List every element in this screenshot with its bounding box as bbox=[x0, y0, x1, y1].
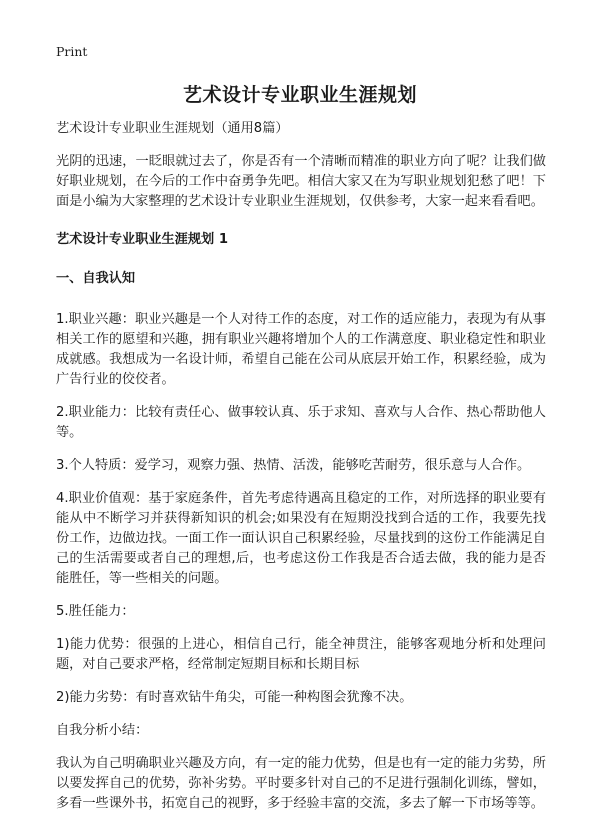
paragraph-personal-traits: 3.个人特质：爱学习，观察力强、热情、活泼，能够吃苦耐劳，很乐意与人合作。 bbox=[56, 458, 531, 473]
paragraph-career-values: 4.职业价值观：基于家庭条件，首先考虑待遇高且稳定的工作，对所选择的职业要有能从中不断学习并获得新知识的机会;如果没有在短期没找到合适的工作，我要先找份工作，边做边找。一面工作一面认识自己积累经验，尽量找到的这份工作能满足自己的生活需要或者自己的理想,后，也考虑这份工作我是否合适去做，我的能力是否能胜任，等一些相关的问题。 bbox=[56, 491, 546, 586]
paragraph-career-ability: 2.职业能力：比较有责任心、做事较认真、乐于求知、喜欢与人合作、热心帮助他人等。 bbox=[56, 405, 546, 440]
paragraph-strengths: 1)能力优势：很强的上进心，相信自己行，能全神贯注，能够客观地分析和处理问题，对自己要求严格，经常制定短期目标和长期目标 bbox=[56, 637, 546, 672]
paragraph-career-interest: 1.职业兴趣：职业兴趣是一个人对待工作的态度，对工作的适应能力，表现为有从事相关工作的愿望和兴趣，拥有职业兴趣将增加个人的工作满意度、职业稳定性和职业成就感。我想成为一名设计师，希望自己能在公司从底层开始工作，积累经验，成为广告行业的佼佼者。 bbox=[56, 312, 546, 387]
document-subtitle: 艺术设计专业职业生涯规划（通用8篇） bbox=[56, 121, 289, 136]
print-label: Print bbox=[56, 44, 88, 59]
document-title: 艺术设计专业职业生涯规划 bbox=[182, 84, 417, 106]
paragraph-weaknesses: 2)能力劣势：有时喜欢钻牛角尖，可能一种构图会犹豫不决。 bbox=[56, 690, 413, 705]
paragraph-summary: 我认为自己明确职业兴趣及方向，有一定的能力优势，但是也有一定的能力劣势，所以要发挥自己的优势，弥补劣势。平时要多针对自己的不足进行强制化训练，譬如，多看一些课外书，拓宽自己的视野，多于经验丰富的交流，多去了解一下市场等等。 bbox=[56, 756, 546, 811]
part-heading: 一、自我认知 bbox=[56, 271, 136, 286]
document-body bbox=[56, 119, 546, 827]
intro-paragraph: 光阴的迅速，一眨眼就过去了，你是否有一个清晰而精准的职业方向了呢？让我们做好职业规划，在今后的工作中奋勇争先吧。相信大家又在为写职业规划犯愁了吧！下面是小编为大家整理的艺术设计专业职业生涯规划，仅供参考，大家一起来看看吧。 bbox=[56, 154, 546, 209]
paragraph-summary-heading: 自我分析小结： bbox=[56, 723, 149, 738]
section-heading: 艺术设计专业职业生涯规划 1 bbox=[56, 232, 229, 247]
paragraph-competence-heading: 5.胜任能力： bbox=[56, 604, 135, 619]
